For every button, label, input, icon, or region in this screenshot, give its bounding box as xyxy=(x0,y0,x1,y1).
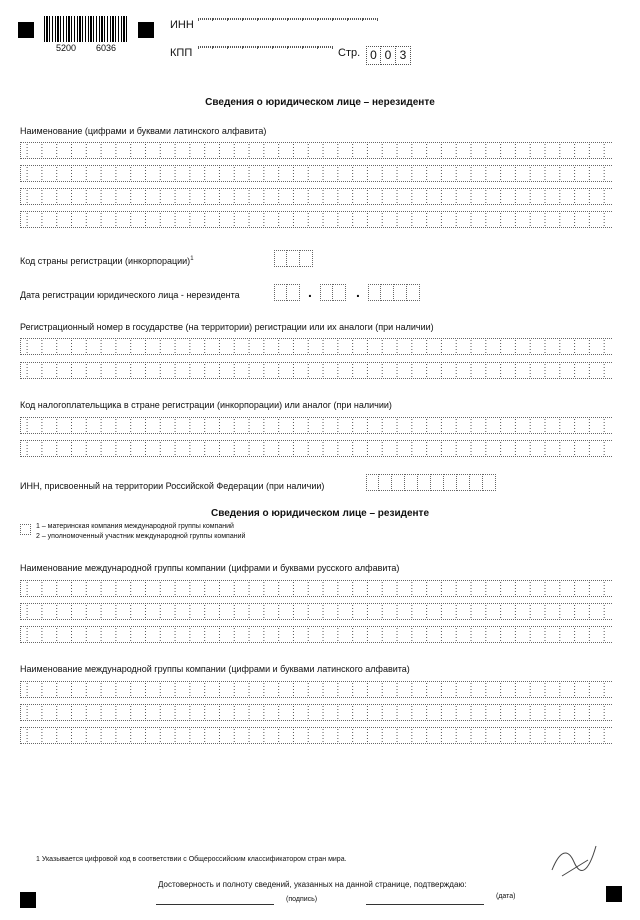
signature-caption: (подпись) xyxy=(286,896,318,903)
inn-label: ИНН xyxy=(170,19,194,31)
registration-number-row-2[interactable] xyxy=(20,362,612,379)
country-code-cells[interactable] xyxy=(274,250,313,267)
date-caption: (дата) xyxy=(496,893,516,900)
name-latin-row-3[interactable] xyxy=(20,188,612,205)
barcode xyxy=(44,16,128,42)
signature-line[interactable] xyxy=(156,904,274,905)
group-name-russian-label: Наименование международной группы компании (цифрами и буквами русского алфавита) xyxy=(20,563,400,573)
registration-number-label: Регистрационный номер в государстве (на территории) регистрации или их аналоги (при наличии) xyxy=(20,322,434,332)
page-digit: 3 xyxy=(396,46,411,65)
resident-status-checkbox[interactable] xyxy=(20,524,31,535)
country-code-label: Код страны регистрации (инкорпорации)$^1$ xyxy=(20,256,194,266)
corner-marker-bottom-left xyxy=(20,892,36,908)
corner-marker-top-right xyxy=(138,22,154,38)
tax-code-label: Код налогоплательщика в стране регистрации (инкорпорации) или аналог (при наличии) xyxy=(20,400,392,410)
date-separator: . xyxy=(356,284,360,300)
date-separator: . xyxy=(308,284,312,300)
barcode-right-number: 6036 xyxy=(96,43,117,53)
page-digit: 0 xyxy=(381,46,396,65)
name-latin-label: Наименование (цифрами и буквами латинского алфавита) xyxy=(20,126,267,136)
section-nonresident-title: Сведения о юридическом лице – нерезиденте xyxy=(205,97,435,108)
group-name-latin-row-2[interactable] xyxy=(20,704,612,721)
group-name-russian-row-1[interactable] xyxy=(20,580,612,597)
date-month-cells[interactable] xyxy=(320,284,346,301)
tax-code-row-1[interactable] xyxy=(20,417,612,434)
name-latin-row-2[interactable] xyxy=(20,165,612,182)
corner-marker-top-left xyxy=(18,22,34,38)
kpp-input-cells[interactable] xyxy=(198,46,333,48)
confirmation-text: Достоверность и полноту сведений, указанных на данной странице, подтверждаю: xyxy=(158,880,467,889)
tax-code-row-2[interactable] xyxy=(20,440,612,457)
date-year-cells[interactable] xyxy=(368,284,420,301)
barcode-left-number: 5200 xyxy=(56,43,77,53)
signature-mark xyxy=(548,840,600,880)
page-label: Стр. xyxy=(338,47,361,59)
group-name-latin-row-1[interactable] xyxy=(20,681,612,698)
date-line[interactable] xyxy=(366,904,484,905)
inn-input-cells[interactable] xyxy=(198,18,378,20)
inn-ru-label: ИНН, присвоенный на территории Российской Федерации (при наличии) xyxy=(20,481,325,491)
kpp-label: КПП xyxy=(170,47,193,59)
group-name-russian-row-2[interactable] xyxy=(20,603,612,620)
registration-number-row-1[interactable] xyxy=(20,338,612,355)
group-name-latin-label: Наименование международной группы компании (цифрами и буквами латинского алфавита) xyxy=(20,664,410,674)
corner-marker-bottom-right xyxy=(606,886,622,902)
page-digit: 0 xyxy=(366,46,381,65)
page-number-cells xyxy=(366,46,411,65)
inn-ru-cells[interactable] xyxy=(366,474,496,491)
group-name-russian-row-3[interactable] xyxy=(20,626,612,643)
resident-option-1: 1 – материнская компания международной группы компаний xyxy=(36,523,234,530)
resident-option-2: 2 – уполномоченный участник международной группы компаний xyxy=(36,533,246,540)
registration-date-label: Дата регистрации юридического лица - нерезидента xyxy=(20,290,240,300)
name-latin-row-4[interactable] xyxy=(20,211,612,228)
group-name-latin-row-3[interactable] xyxy=(20,727,612,744)
section-resident-title: Сведения о юридическом лице – резиденте xyxy=(210,508,430,519)
name-latin-row-1[interactable] xyxy=(20,142,612,159)
footnote: 1 Указывается цифровой код в соответствии с Общероссийским классификатором стран мира. xyxy=(36,856,347,863)
date-day-cells[interactable] xyxy=(274,284,300,301)
